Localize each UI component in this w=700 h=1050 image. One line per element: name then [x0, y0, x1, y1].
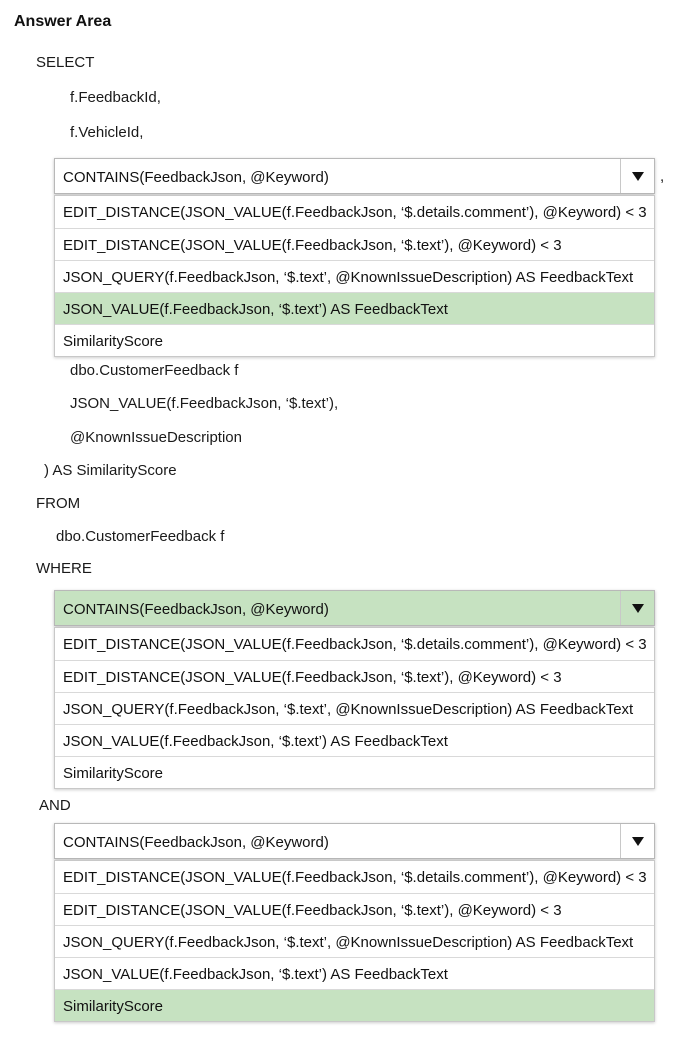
select-keyword: SELECT — [36, 54, 95, 71]
select-feedback-id: f.FeedbackId, — [70, 89, 161, 106]
and-dropdown-options — [54, 860, 655, 1022]
dropdown-toggle[interactable] — [620, 824, 654, 858]
dropdown-option[interactable]: JSON_QUERY(f.FeedbackJson, ‘$.text’, @KnownIssueDescription) AS FeedbackText — [55, 260, 654, 292]
comma-after-dropdown: , — [660, 168, 665, 185]
and-dropdown[interactable] — [54, 823, 655, 1021]
where-dropdown-selected: CONTAINS(FeedbackJson, @Keyword) — [63, 601, 329, 618]
dropdown-option[interactable]: EDIT_DISTANCE(JSON_VALUE(f.FeedbackJson, ‘$.details.comment’), @Keyword) < 3 — [55, 861, 654, 893]
chevron-down-icon — [632, 837, 644, 846]
json-value-argument: JSON_VALUE(f.FeedbackJson, ‘$.text’), — [70, 395, 339, 412]
dropdown-option-selected[interactable]: SimilarityScore — [55, 989, 654, 1021]
table-reference: dbo.CustomerFeedback f — [70, 362, 239, 379]
dropdown-option[interactable]: EDIT_DISTANCE(JSON_VALUE(f.FeedbackJson, ‘$.text’), @Keyword) < 3 — [55, 893, 654, 925]
from-table: dbo.CustomerFeedback f — [56, 528, 225, 545]
dropdown-option-selected[interactable]: JSON_VALUE(f.FeedbackJson, ‘$.text’) AS FeedbackText — [55, 292, 654, 324]
dropdown-option[interactable]: EDIT_DISTANCE(JSON_VALUE(f.FeedbackJson, ‘$.details.comment’), @Keyword) < 3 — [55, 196, 654, 228]
similarity-score-alias: ) AS SimilarityScore — [44, 462, 177, 479]
known-issue-argument: @KnownIssueDescription — [70, 429, 242, 446]
from-keyword: FROM — [36, 495, 81, 512]
select-dropdown-selected: CONTAINS(FeedbackJson, @Keyword) — [63, 169, 329, 186]
dropdown-option[interactable]: JSON_VALUE(f.FeedbackJson, ‘$.text’) AS FeedbackText — [55, 724, 654, 756]
select-dropdown-header[interactable] — [54, 158, 655, 194]
dropdown-option[interactable]: JSON_QUERY(f.FeedbackJson, ‘$.text’, @KnownIssueDescription) AS FeedbackText — [55, 692, 654, 724]
and-dropdown-selected: CONTAINS(FeedbackJson, @Keyword) — [63, 834, 329, 851]
dropdown-option[interactable]: SimilarityScore — [55, 324, 654, 356]
dropdown-toggle[interactable] — [620, 159, 654, 193]
dropdown-option[interactable]: JSON_VALUE(f.FeedbackJson, ‘$.text’) AS FeedbackText — [55, 957, 654, 989]
dropdown-option[interactable]: EDIT_DISTANCE(JSON_VALUE(f.FeedbackJson, ‘$.text’), @Keyword) < 3 — [55, 228, 654, 260]
where-dropdown[interactable] — [54, 590, 655, 788]
dropdown-option[interactable]: JSON_QUERY(f.FeedbackJson, ‘$.text’, @KnownIssueDescription) AS FeedbackText — [55, 925, 654, 957]
dropdown-option[interactable]: SimilarityScore — [55, 756, 654, 788]
select-dropdown[interactable] — [54, 158, 655, 354]
where-dropdown-header[interactable] — [54, 590, 655, 626]
chevron-down-icon — [632, 604, 644, 613]
chevron-down-icon — [632, 172, 644, 181]
dropdown-option[interactable]: EDIT_DISTANCE(JSON_VALUE(f.FeedbackJson, ‘$.text’), @Keyword) < 3 — [55, 660, 654, 692]
where-keyword: WHERE — [36, 560, 92, 577]
dropdown-toggle[interactable] — [620, 591, 654, 625]
where-dropdown-options — [54, 627, 655, 789]
select-dropdown-options — [54, 195, 655, 357]
answer-area-title: Answer Area — [14, 13, 112, 30]
and-dropdown-header[interactable] — [54, 823, 655, 859]
and-keyword: AND — [39, 797, 71, 814]
select-vehicle-id: f.VehicleId, — [70, 124, 144, 141]
dropdown-option[interactable]: EDIT_DISTANCE(JSON_VALUE(f.FeedbackJson, ‘$.details.comment’), @Keyword) < 3 — [55, 628, 654, 660]
